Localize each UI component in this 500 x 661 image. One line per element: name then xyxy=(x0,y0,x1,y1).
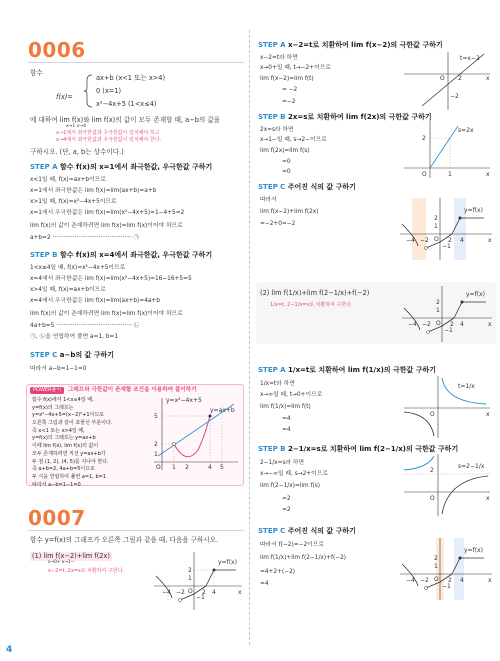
alternate-line: 두 점 (1, 2), (4, 5)를 지나야 한다. xyxy=(32,458,109,465)
y-tick-1: 1 xyxy=(436,307,440,314)
brace-icon xyxy=(84,74,94,108)
solution-line: = −2 xyxy=(282,87,298,93)
y-tick-2: 2 xyxy=(434,555,438,562)
solution-line: lim f(2−1/x)=lim f(s) xyxy=(260,483,321,489)
step-b-title: 함수 f(x)의 x=4에서 좌극한값, 우극한값 구하기 xyxy=(59,251,213,259)
x-tick-minus-2: −2 xyxy=(420,237,429,244)
solution-line: lim f(2x)=lim f(s) xyxy=(260,148,310,154)
piecewise-case-3: x²−4x+5 (1<x≤4) xyxy=(96,100,157,108)
question-1-subscript: x→0+ x→1− xyxy=(48,560,75,565)
hint-note-1: x→1에서 좌극한값과 우극한값이 일치해야 하고 xyxy=(56,130,160,136)
divider xyxy=(28,62,244,63)
x-tick-minus-4: −4 xyxy=(162,589,171,596)
origin-label: O xyxy=(434,236,439,243)
solution-line: =0 xyxy=(282,159,291,165)
solution-line: 따라서 xyxy=(260,197,277,203)
alternate-title: 그래프와 극한값이 존재할 조건을 이용하여 풀이하기 xyxy=(68,387,197,393)
x-axis-label: x xyxy=(486,75,490,82)
step-a-tag: STEP A xyxy=(30,163,58,171)
alternate-line: y=f(x)의 그래프는 xyxy=(32,404,74,411)
x-tick-minus-4: −4 xyxy=(406,577,415,584)
divider xyxy=(28,530,244,531)
alternate-lines xyxy=(32,398,112,488)
step-a-line: x=1에서 좌극한값은 lim f(x)=lim(ax+b)=a+b xyxy=(30,188,157,194)
origin-label: O xyxy=(436,320,441,327)
x-tick-4: 4 xyxy=(212,589,216,596)
solution-line: lim f(x−2)=lim f(t) xyxy=(260,76,314,82)
graph-label: t=1/x xyxy=(458,383,475,390)
reciprocal-shift-graph xyxy=(402,452,492,518)
graph-label: y=f(x) xyxy=(466,291,485,298)
x-axis-label: x xyxy=(488,577,492,584)
graph-label-parabola: y=x²−4x+5 xyxy=(166,397,202,404)
alternate-line: 즉 x<1 또는 x>4일 때, xyxy=(32,427,85,434)
solution-line: lim f(1/x)+lim f(2−1/x)+f(−2) xyxy=(260,555,347,561)
step-a-line: a+b=2 ··········································· ㉠ xyxy=(30,235,140,241)
x-tick: 2 xyxy=(458,75,462,82)
graph-label: y=f(x) xyxy=(218,559,237,566)
graph-label: y=f(x) xyxy=(464,547,483,554)
solution-line: =−2 xyxy=(282,99,296,105)
solution-line: x−2=t라 하면 xyxy=(260,55,298,61)
question-2-note: 1/x=t, 2−1/x=s로 치환하여 구한다. xyxy=(270,302,353,308)
reciprocal-graph xyxy=(402,374,492,440)
x-tick-2: 2 xyxy=(448,237,452,244)
x-axis-label: x xyxy=(488,321,492,328)
x-tick-2: 2 xyxy=(450,321,454,328)
problem-ask: 구하시오. (단, a, b는 상수이다.) xyxy=(30,148,124,156)
page-number: 4 xyxy=(6,645,13,655)
step-b-heading xyxy=(30,252,212,259)
solution-line: 따라서 f(−2)=−2이므로 xyxy=(260,542,324,548)
y-tick-2: 2 xyxy=(154,441,158,448)
step-c-line: 따라서 a−b=1−1=0 xyxy=(30,366,87,372)
question-2: (2) lim f(1/x)+lim f(2−1/x)+f(−2) xyxy=(260,289,370,297)
x-tick: 1 xyxy=(448,171,452,178)
problem-statement: 함수 y=f(x)의 그래프가 오른쪽 그림과 같을 때, 다음을 구하시오. xyxy=(30,536,219,544)
solution-line: =0 xyxy=(282,169,291,175)
y-tick-minus-1: −1 xyxy=(444,327,453,334)
solution-line: =2 xyxy=(282,507,291,513)
column-separator xyxy=(249,30,250,645)
step-c-heading xyxy=(258,528,356,535)
step-b-line: 4a+b=5 ········································· ㉡ xyxy=(30,323,140,329)
alternate-line: 따라서 a−b=1−1=0 xyxy=(32,481,81,488)
hint-note-2: x→4에서 좌극한값과 우극한값이 일치해야 한다. xyxy=(56,137,162,143)
y-tick-minus-1: −1 xyxy=(196,594,205,601)
question-1: (1) lim f(x−2)+lim f(2x) xyxy=(32,552,110,560)
solution-line: =4 xyxy=(282,416,291,422)
solution-line: 1/x=t라 하면 xyxy=(260,381,295,387)
y-tick: −2 xyxy=(450,93,459,100)
y-tick-1: 1 xyxy=(188,575,192,582)
solution-line: lim f(x−2)+lim f(2x) xyxy=(260,209,319,215)
x-tick-4: 4 xyxy=(460,577,464,584)
solution-line: =4 xyxy=(260,581,269,587)
step-a-line: x<1일 때, f(x)=ax+b이므로 xyxy=(30,177,106,183)
origin-label: O xyxy=(422,171,427,178)
step-b-line: x>4일 때, f(x)=ax+b이므로 xyxy=(30,287,106,293)
x-tick-minus-2: −2 xyxy=(176,589,185,596)
parabola-line-graph xyxy=(148,392,240,472)
function-graph xyxy=(400,284,494,344)
origin-label: O xyxy=(430,411,435,418)
step-tag: STEP A xyxy=(258,41,286,49)
substitution-graph xyxy=(402,50,492,112)
y-tick: 2 xyxy=(422,135,426,142)
step-b-tag: STEP B xyxy=(30,251,58,259)
alternate-line: 이때 lim f(x), lim f(x)의 값이 xyxy=(32,443,99,450)
step-title: x−2=t로 치환하여 lim f(x−2)의 극한값 구하기 xyxy=(288,41,443,49)
origin-label: O xyxy=(188,588,193,595)
y-tick-minus-1: −1 xyxy=(442,583,451,590)
x-axis-label: x xyxy=(486,495,490,502)
step-b-line: 1<x≤4일 때, f(x)=x²−4x+5이므로 xyxy=(30,265,126,271)
step-c-title: a−b의 값 구하기 xyxy=(59,351,115,359)
y-tick-5: 5 xyxy=(154,413,158,420)
substitution-graph xyxy=(402,118,492,180)
function-graph xyxy=(152,550,244,612)
x-tick-minus-4: −4 xyxy=(408,321,417,328)
step-tag: STEP C xyxy=(258,527,286,535)
y-tick-2: 2 xyxy=(434,215,438,222)
origin-label: O xyxy=(440,75,445,82)
function-graph-highlight xyxy=(398,536,494,602)
y-tick-2: 2 xyxy=(436,299,440,306)
step-title: 2x=s로 치환하여 lim f(2x)의 극한값 구하기 xyxy=(287,113,432,121)
limit-subscript: x→1 x→4 xyxy=(66,124,87,129)
alternate-line: y=f(x)의 그래프는 y=ax+b xyxy=(32,435,96,442)
x-axis-label: x xyxy=(488,237,492,244)
graph-label: y=f(x) xyxy=(464,207,483,214)
step-title: 2−1/x=s로 치환하여 lim f(2−1/x)의 극한값 구하기 xyxy=(287,445,459,453)
y-tick: 2 xyxy=(430,467,434,474)
left-column xyxy=(0,0,248,661)
y-tick-2: 2 xyxy=(188,567,192,574)
step-b-line: ㉠, ㉡을 연립하여 풀면 a=1, b=1 xyxy=(30,334,119,340)
x-axis-label: x xyxy=(486,171,490,178)
alternate-line: y=x²−4x+5=(x−2)²+1이므로 xyxy=(32,412,105,419)
solution-line: 2x=s라 하면 xyxy=(260,127,294,133)
x-tick-minus-2: −2 xyxy=(420,577,429,584)
alternate-line: 함수 f(x)에서 1<x≤4일 때, xyxy=(32,397,94,403)
problem-number: 0006 xyxy=(28,38,86,62)
y-tick-minus-1: −1 xyxy=(442,243,451,250)
step-a-title: 함수 f(x)의 x=1에서 좌극한값, 우극한값 구하기 xyxy=(60,163,213,171)
problem-statement: 에 대하여 lim f(x)와 lim f(x)의 값이 모두 존재할 때, a−b의 값을 xyxy=(30,116,221,124)
x-tick-minus-4: −4 xyxy=(406,237,415,244)
step-a-line: x=1에서 우극한값은 lim f(x)=lim(x²−4x+5)=1−4+5=2 xyxy=(30,210,185,216)
solution-line: x→0+일 때, t→−2+이므로 xyxy=(260,65,331,71)
y-tick-1: 1 xyxy=(434,563,438,570)
x-axis-label: x xyxy=(238,589,242,596)
x-tick-5: 5 xyxy=(220,464,224,471)
origin-label: O xyxy=(434,576,439,583)
piecewise-case-2: 0 (x=1) xyxy=(96,87,122,95)
piecewise-fx: f(x)= xyxy=(56,93,73,101)
step-title: 주어진 식의 값 구하기 xyxy=(287,527,356,535)
x-tick-2: 2 xyxy=(202,589,206,596)
problem-number: 0007 xyxy=(28,506,86,530)
x-tick-1: 1 xyxy=(172,464,176,471)
solution-line: x→−∞일 때, s→2+이므로 xyxy=(260,471,328,477)
graph-label: t=x−2 xyxy=(460,55,480,62)
x-axis-label: x xyxy=(486,411,490,418)
step-c-heading xyxy=(258,184,356,191)
x-tick-4: 4 xyxy=(460,321,464,328)
step-title: 주어진 식의 값 구하기 xyxy=(287,183,356,191)
y-tick-1: 1 xyxy=(154,451,158,458)
solution-line: =−2+0=−2 xyxy=(260,221,296,227)
step-a-heading xyxy=(258,42,443,49)
alternate-line: 오른쪽 그림과 같이 포물선 부분이다. xyxy=(32,420,113,427)
solution-line: lim f(1/x)=lim f(t) xyxy=(260,404,311,410)
step-c-heading xyxy=(30,352,114,359)
alternate-line: 모두 존재하려면 직선 y=ax+b가 xyxy=(32,450,106,457)
step-c-tag: STEP C xyxy=(30,351,58,359)
step-a-line: lim f(x)의 값이 존재하려면 lim f(x)=lim f(x)이어야 하므로 xyxy=(30,223,183,229)
step-tag: STEP B xyxy=(258,113,286,121)
y-tick-1: 1 xyxy=(434,223,438,230)
step-title: 1/x=t로 치환하여 lim f(1/x)의 극한값 구하기 xyxy=(288,366,436,374)
solution-line: =4 xyxy=(282,427,291,433)
question-1-note: x−2=t, 2x=s로 치환하여 구한다. xyxy=(48,568,125,574)
piecewise-case-1: ax+b (x<1 또는 x>4) xyxy=(96,74,166,82)
x-tick-2: 2 xyxy=(448,577,452,584)
solution-line: x→1−일 때, s→2−이므로 xyxy=(260,137,327,143)
solution-line: x→∞일 때, t→0+이므로 xyxy=(260,392,323,398)
step-b-line: lim f(x)의 값이 존재하려면 lim f(x)=lim f(x)이어야 하므로 xyxy=(30,311,183,317)
graph-label: s=2x xyxy=(458,127,474,134)
step-a-heading xyxy=(30,164,212,171)
step-a-line: x>1일 때, f(x)=x²−4x+5이므로 xyxy=(30,199,117,205)
x-tick-minus-2: −2 xyxy=(422,321,431,328)
origin-label: O xyxy=(156,464,161,471)
problem-intro: 함수 xyxy=(30,69,43,77)
graph-label: s=2−1/x xyxy=(458,463,485,470)
solution-line: =2 xyxy=(282,496,291,502)
step-b-line: x=4에서 좌극한값은 lim f(x)=lim(x²−4x+5)=16−16+5=5 xyxy=(30,276,192,282)
solution-line: 2−1/x=s라 하면 xyxy=(260,460,305,466)
right-column xyxy=(252,0,500,661)
solution-line: =4+2+(−2) xyxy=(260,569,296,575)
function-graph-highlight xyxy=(398,196,494,262)
alternate-line: 즉 a+b=2, 4a+b=5이므로 xyxy=(32,466,95,473)
step-b-line: x=4에서 우극한값은 lim f(x)=lim(ax+b)=4a+b xyxy=(30,298,160,304)
alternate-tag: POWER풀이 xyxy=(30,387,64,394)
x-tick-2: 2 xyxy=(185,464,189,471)
x-tick-4: 4 xyxy=(460,237,464,244)
x-tick-4: 4 xyxy=(208,464,212,471)
step-tag: STEP A xyxy=(258,366,286,374)
graph-label-line: y=ax+b xyxy=(210,407,235,414)
origin-label: O xyxy=(430,495,435,502)
step-tag: STEP C xyxy=(258,183,286,191)
step-a-heading xyxy=(258,367,436,374)
step-tag: STEP B xyxy=(258,445,286,453)
alternate-line: 두 식을 연립하여 풀면 a=1, b=1 xyxy=(32,473,106,480)
